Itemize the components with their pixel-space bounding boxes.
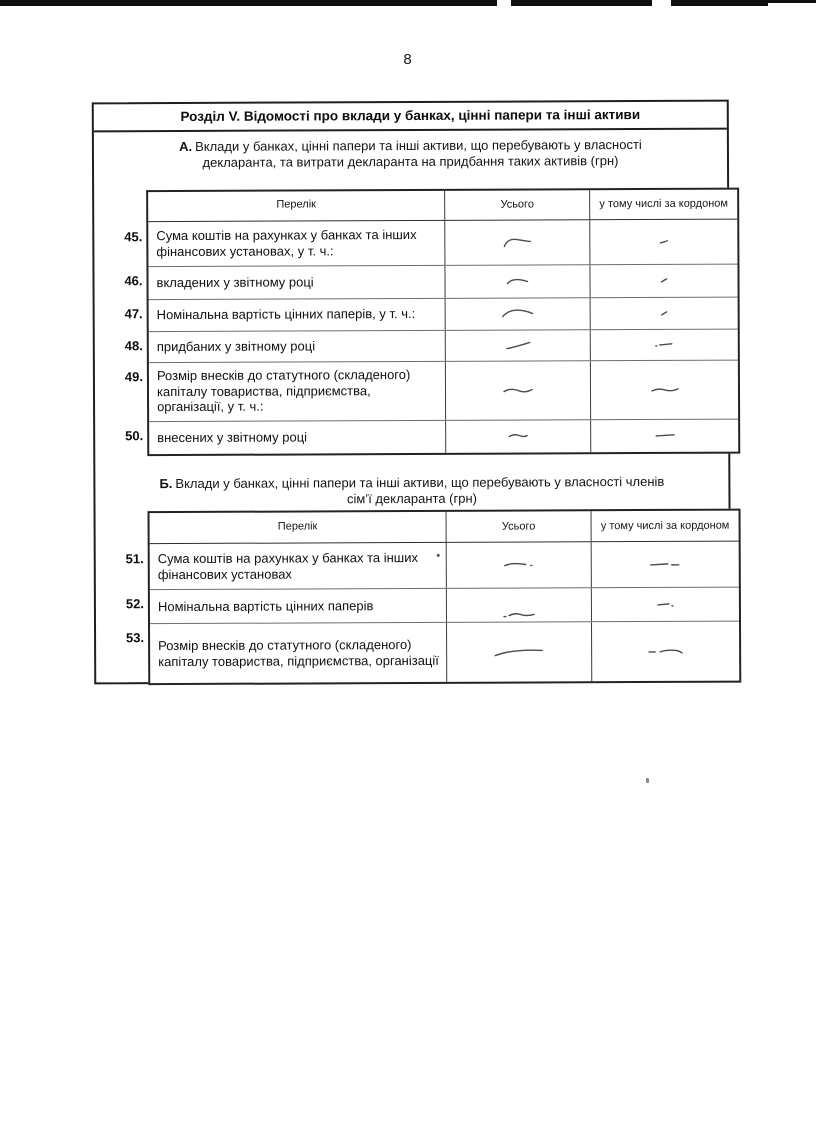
handwritten-dash-mark	[494, 646, 544, 657]
table-b-grid	[148, 509, 742, 686]
total-value-cell	[445, 361, 590, 420]
row-number: 51.	[125, 551, 144, 567]
handwritten-dash-mark	[657, 600, 674, 608]
abroad-value-cell	[589, 219, 737, 264]
abroad-value-cell	[590, 297, 738, 329]
row-number: 53.	[125, 630, 145, 646]
handwritten-dash-mark	[505, 340, 530, 350]
table-a-grid	[146, 187, 740, 456]
total-value-cell	[446, 542, 591, 588]
row-label: Сума коштів на рахунках у банках та інших фінансових установах, у т. ч.:	[156, 226, 417, 259]
row-number: 45.	[124, 228, 143, 244]
handwritten-dash-mark	[504, 560, 534, 569]
header-list: Перелік	[276, 198, 316, 211]
ink-speck	[646, 778, 649, 783]
row-label: Номінальна вартість цінних паперів	[157, 597, 374, 614]
table-a-number-column	[120, 190, 147, 456]
subsection-b-heading-text: Вклади у банках, цінні папери та інші активи, що перебувають у власності членів сім’ї декларанта (грн)	[175, 473, 665, 507]
handwritten-dash-mark	[650, 560, 681, 568]
total-value-cell	[446, 588, 591, 622]
row-number: 50.	[125, 427, 144, 443]
total-value-cell	[445, 298, 590, 330]
total-value-cell	[446, 622, 591, 682]
handwritten-dash-mark	[506, 276, 528, 286]
table-row	[149, 328, 738, 362]
row-label: Розмір внесків до статутного (складеного) капіталу товариства, підприємства, організації	[158, 636, 439, 669]
handwritten-dash-mark	[650, 384, 678, 394]
handwritten-dash-mark	[661, 277, 668, 284]
row-label: Розмір внесків до статутного (складеного) капіталу товариства, підприємства, організації, у т. ч.:	[156, 366, 411, 415]
scan-artifact-gap	[497, 0, 511, 6]
total-value-cell	[444, 265, 589, 298]
handwritten-dash-mark	[503, 385, 533, 395]
row-number: 46.	[124, 272, 143, 288]
total-value-cell	[444, 220, 589, 265]
table-row	[150, 542, 739, 590]
table-header-row	[148, 189, 737, 222]
table-b-number-column	[122, 511, 149, 685]
scan-artifact-gap	[652, 0, 671, 6]
handwritten-dash-mark	[502, 307, 534, 319]
total-value-cell	[445, 330, 590, 361]
handwritten-dash-mark	[655, 432, 675, 439]
handwritten-dash-mark	[655, 340, 674, 348]
handwritten-dash-mark	[659, 238, 668, 244]
header-list: Перелік	[277, 520, 318, 533]
header-abroad: у тому числі за кордоном	[589, 189, 737, 219]
page-number: 8	[403, 51, 413, 68]
subsection-a-heading	[158, 137, 663, 172]
table-row	[150, 621, 739, 684]
handwritten-dash-mark	[503, 600, 535, 610]
table-row	[148, 219, 737, 266]
scan-artifact-gap	[768, 3, 816, 6]
handwritten-dash-mark	[648, 647, 684, 656]
table-row	[149, 418, 738, 454]
row-number: 48.	[124, 337, 143, 353]
table-b	[122, 509, 730, 686]
row-number: 49.	[124, 368, 143, 384]
row-number: 47.	[124, 305, 143, 321]
section-v-title: Розділ V. Відомості про вклади у банках, цінні папери та інші активи	[94, 102, 727, 133]
abroad-value-cell	[591, 542, 739, 588]
table-a	[120, 187, 728, 456]
subsection-b-letter: Б.	[159, 475, 173, 491]
abroad-value-cell	[591, 588, 739, 622]
row-label: внесених у звітному році	[157, 429, 308, 445]
abroad-value-cell	[591, 622, 739, 682]
table-row	[148, 263, 737, 299]
row-label: Сума коштів на рахунках у банках та інших фінансових установах	[157, 549, 419, 582]
table-row	[149, 296, 738, 331]
subsection-b-heading	[159, 473, 664, 508]
abroad-value-cell	[590, 419, 738, 452]
header-total: Усього	[446, 511, 591, 542]
total-value-cell	[445, 420, 590, 453]
ink-speck	[437, 554, 440, 557]
handwritten-dash-mark	[508, 431, 528, 440]
row-label: придбаних у звітному році	[156, 337, 316, 354]
header-total: Усього	[444, 190, 589, 220]
header-abroad: у тому числі за кордоном	[591, 511, 739, 542]
table-row	[150, 587, 739, 624]
scan-artifact-top-bar	[0, 0, 816, 6]
handwritten-dash-mark	[502, 235, 532, 249]
table-header-row	[150, 511, 739, 545]
subsection-a-letter: А.	[179, 138, 193, 155]
row-label: вкладених у звітному році	[156, 273, 314, 290]
abroad-value-cell	[589, 264, 737, 297]
row-label: Номінальна вартість цінних паперів, у т. ч.:	[156, 306, 416, 323]
subsection-a-heading-text: Вклади у банках, цінні папери та інші активи, що перебувають у власності декларанта, та витрати декларанта на придбання таких активів (грн)	[195, 136, 642, 171]
table-row	[149, 359, 738, 421]
declaration-form-box	[92, 100, 732, 685]
handwritten-dash-mark	[661, 309, 668, 316]
abroad-value-cell	[590, 329, 738, 360]
abroad-value-cell	[590, 360, 738, 419]
row-number: 52.	[125, 596, 144, 612]
